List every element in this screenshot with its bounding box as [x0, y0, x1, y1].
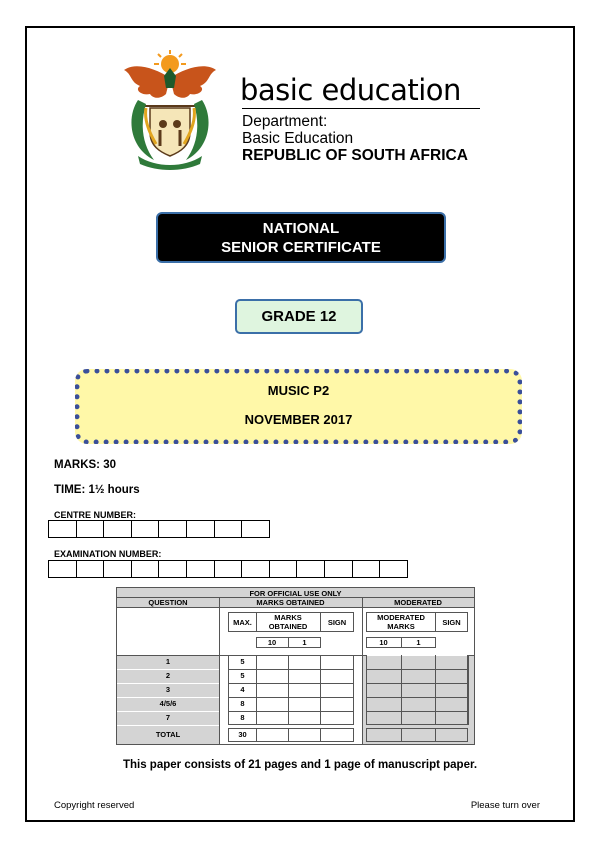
exam-number-box[interactable]: [103, 560, 132, 578]
please-turn-over: Please turn over: [470, 800, 540, 811]
sub-sign: SIGN: [327, 618, 347, 627]
exam-number-box[interactable]: [324, 560, 353, 578]
total-label: TOTAL: [155, 730, 181, 739]
centre-number-box[interactable]: [48, 520, 77, 538]
question-cell: 3: [165, 685, 171, 694]
centre-number-boxes[interactable]: [48, 520, 269, 538]
dept-line-1: Department:: [242, 113, 328, 130]
exam-number-box[interactable]: [352, 560, 381, 578]
digit-units-moderated: 1: [416, 638, 421, 647]
copyright-notice: Copyright reserved: [54, 800, 135, 811]
question-cell: 4/5/6: [159, 699, 177, 708]
centre-number-box[interactable]: [214, 520, 243, 538]
exam-number-box[interactable]: [186, 560, 215, 578]
centre-number-box[interactable]: [76, 520, 105, 538]
max-cell: 4: [240, 685, 245, 694]
digit-tens: 10: [267, 638, 277, 647]
col-marks-obtained: MARKS OBTAINED: [256, 598, 325, 607]
subject-title: MUSIC P2: [267, 383, 330, 398]
exam-number-box[interactable]: [269, 560, 298, 578]
sub-sign-moderated: SIGN: [442, 618, 461, 627]
centre-number-box[interactable]: [158, 520, 187, 538]
exam-number-box[interactable]: [214, 560, 243, 578]
max-cell: 8: [240, 713, 245, 722]
centre-number-label: CENTRE NUMBER:: [54, 510, 136, 520]
max-cell: 5: [240, 671, 245, 680]
dept-line-3: REPUBLIC OF SOUTH AFRICA: [242, 147, 468, 164]
coat-of-arms-logo: [120, 48, 220, 170]
centre-number-box[interactable]: [186, 520, 215, 538]
brand-divider: [242, 108, 480, 109]
official-banner: FOR OFFICIAL USE ONLY: [249, 589, 342, 598]
exam-session: NOVEMBER 2017: [244, 412, 353, 427]
certificate-banner: [156, 212, 446, 263]
centre-number-box[interactable]: [131, 520, 160, 538]
max-cell: 8: [240, 699, 245, 708]
exam-number-box[interactable]: [48, 560, 77, 578]
exam-number-boxes[interactable]: [48, 560, 407, 578]
exam-number-box[interactable]: [131, 560, 160, 578]
question-cell: 2: [165, 671, 171, 680]
official-use-table: [116, 587, 475, 745]
digit-units: 1: [302, 638, 307, 647]
time-allowed: TIME: 1½ hours: [54, 484, 140, 496]
grade-badge: [235, 299, 363, 334]
brand-block: [240, 74, 461, 106]
max-cell: 5: [240, 657, 245, 666]
certificate-line-1: NATIONAL: [262, 219, 340, 237]
exam-number-label: EXAMINATION NUMBER:: [54, 549, 162, 559]
brand-title: basic education: [240, 73, 461, 107]
sub-moderated-marks: MODERATED MARKS: [377, 613, 425, 631]
sub-marks-obtained: MARKS OBTAINED: [268, 613, 308, 631]
question-cell: 1: [165, 657, 171, 666]
marks-total: MARKS: 30: [54, 459, 116, 471]
certificate-line-2: SENIOR CERTIFICATE: [221, 238, 381, 256]
department-block: [242, 113, 468, 164]
exam-number-box[interactable]: [296, 560, 325, 578]
sub-max: MAX.: [233, 618, 252, 627]
max-total-cell: 30: [238, 730, 247, 739]
exam-number-box[interactable]: [76, 560, 105, 578]
subject-banner: [75, 369, 522, 444]
exam-number-box[interactable]: [379, 560, 408, 578]
pages-note: This paper consists of 21 pages and 1 page of manuscript paper.: [122, 759, 478, 771]
grade-label: GRADE 12: [261, 308, 337, 325]
centre-number-box[interactable]: [241, 520, 270, 538]
exam-number-box[interactable]: [241, 560, 270, 578]
exam-number-box[interactable]: [158, 560, 187, 578]
col-moderated: MODERATED: [394, 598, 442, 607]
centre-number-box[interactable]: [103, 520, 132, 538]
col-question: QUESTION: [148, 598, 188, 607]
dept-line-2: Basic Education: [242, 130, 354, 147]
digit-tens-moderated: 10: [379, 638, 388, 647]
question-cell: 7: [165, 713, 171, 722]
